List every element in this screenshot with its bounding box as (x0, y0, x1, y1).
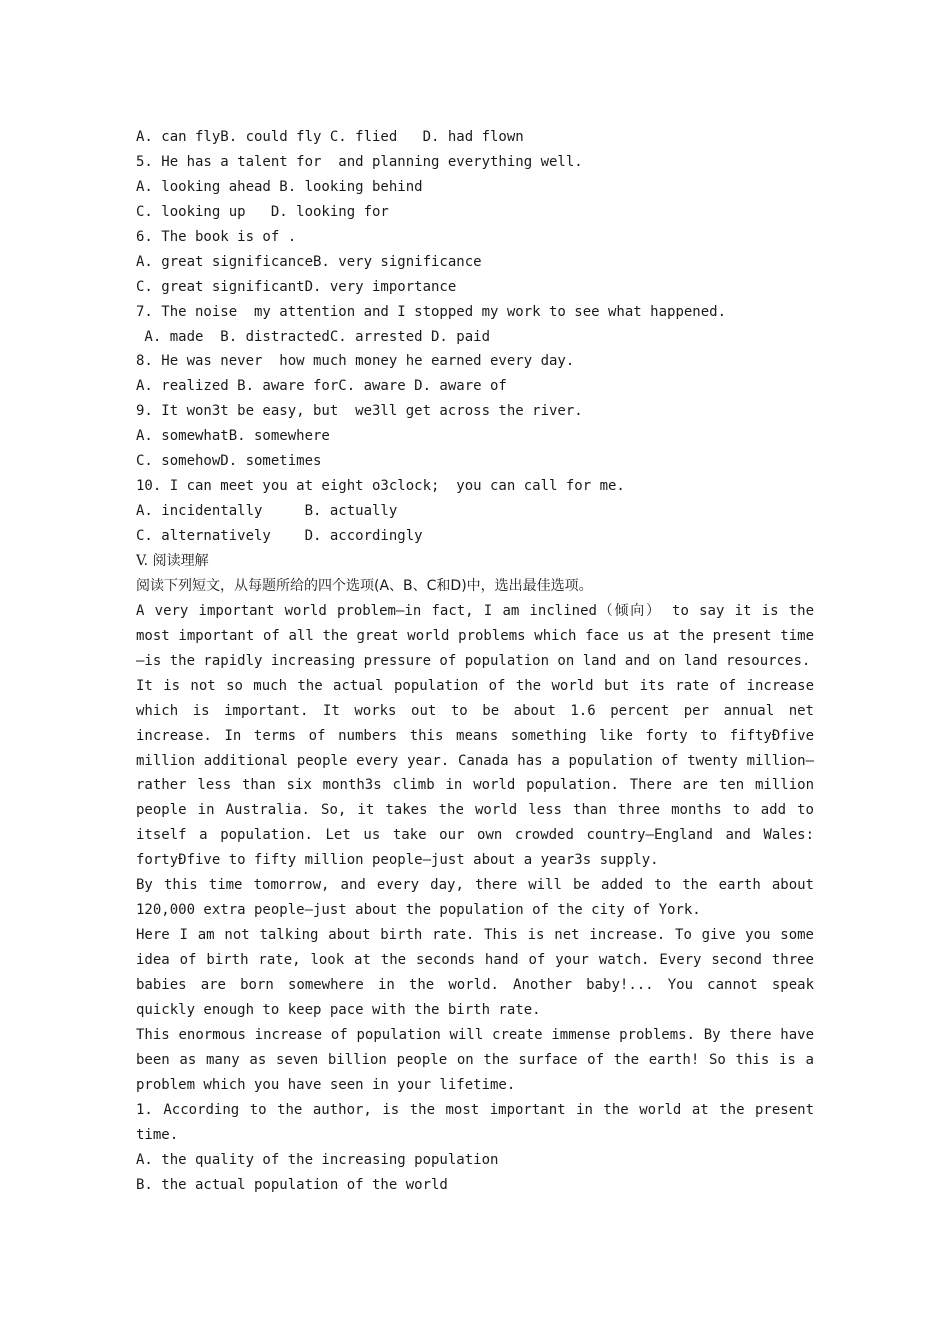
passage-paragraph-1: A very important world problem—in fact, I am inclined（倾向） to say it is the most important of all the great world problems which face us at the present time—is the rapidly increasing pressure of population on land and on land resources. (136, 602, 814, 669)
question-5: 5. He has a talent for and planning everything well. (136, 153, 583, 170)
q9-options-cd: C. somehowD. sometimes (136, 453, 322, 470)
page-content (136, 125, 814, 1198)
question-8: 8. He was never how much money he earned every day. (136, 353, 575, 370)
passage-paragraph-4: Here I am not talking about birth rate. This is net increase. To give you some idea of birth rate, look at the seconds hand of your watch. Every second three babies are born somewhere in the world. Another baby!... You cannot speak quickly enough to keep pace with the birth rate. (136, 927, 814, 1019)
q7-options: A. made B. distractedC. arrested D. paid (136, 328, 491, 345)
question-9: 9. It won3t be easy, but we3ll get across the river. (136, 403, 583, 420)
question-10: 10. I can meet you at eight o3clock; you can call for me. (136, 478, 625, 495)
section-numeral: V. (136, 552, 149, 569)
passage-paragraph-2: It is not so much the actual population of the world but its rate of increase which is important. It works out to be about 1.6 percent per annual net increase. In terms of numbers this means something like forty to fiftyÐfive million additional people every year. Canada has a population of twenty million—rather less than six month3s climb in world population. There are ten million people in Australia. So, it takes the world less than three months to add to itself a population. Let us take our own crowded country—England and Wales: fortyÐfive to fifty million people—just about a year3s supply. (136, 677, 814, 869)
reading-q1-option-b: B. the actual population of the world (136, 1176, 448, 1193)
q5-options-cd: C. looking up D. looking for (136, 203, 389, 220)
passage-paragraph-3: By this time tomorrow, and every day, there will be added to the earth about 120,000 extra people—just about the population of the city of York. (136, 877, 814, 919)
reading-q1-option-a: A. the quality of the increasing population (136, 1151, 499, 1168)
section-heading (136, 549, 814, 574)
q8-options: A. realized B. aware forC. aware D. aware of (136, 378, 507, 395)
q6-options-ab: A. great significanceB. very significance (136, 253, 482, 270)
q9-options-ab: A. somewhatB. somewhere (136, 428, 330, 445)
q10-options-ab: A. incidentally B. actually (136, 503, 398, 520)
q4-options-line: A. can flyB. could fly C. flied D. had flown (136, 129, 524, 145)
section-title: 阅读理解 (152, 552, 209, 569)
reading-question-1: 1. According to the author, is the most important in the world at the present time. (136, 1101, 814, 1143)
question-7: 7. The noise my attention and I stopped my work to see what happened. (136, 303, 727, 320)
q10-options-cd: C. alternatively D. accordingly (136, 528, 423, 544)
q6-options-cd: C. great significantD. very importance (136, 278, 457, 295)
question-6: 6. The book is of . (136, 228, 297, 245)
passage-paragraph-5: This enormous increase of population will create immense problems. By there have been as many as seven billion people on the surface of the earth! So this is a problem which you have seen in your lifetime. (136, 1027, 814, 1093)
section-instruction: 阅读下列短文，从每题所给的四个选项(A、B、C和D)中，选出最佳选项。 (136, 577, 593, 594)
q5-options-ab: A. looking ahead B. looking behind (136, 178, 423, 195)
